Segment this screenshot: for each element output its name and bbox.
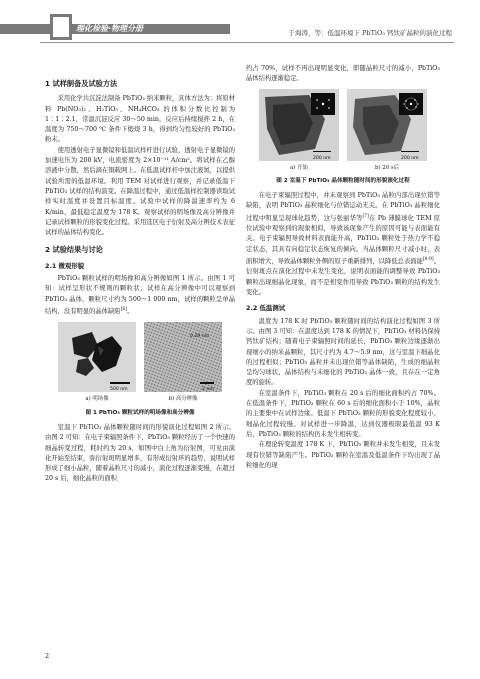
figure-1a-bright-field-image bbox=[58, 322, 136, 392]
section-2-1-title: 2.1 微观形貌 bbox=[45, 261, 85, 270]
right-paragraph-3: 在室温条件下，PbTiO₃ 颗粒在 20 s 后的细化面积约占 70%。在低温条件下，PbTiO₃ 颗粒在 60 s 后的细化面积小于 10%，晶粒的主要集中在试样边缘。低温下 PbTiO₃ 颗粒的形貌变化程度较小，细晶化过程较慢。对试样进一步降温，达到仪器极限最低温 93 K 后，PbTiO₃ 颗粒的结构仍未发生相转变。 bbox=[246, 389, 440, 438]
figure-1 bbox=[45, 322, 235, 418]
figure-2a-tem-image bbox=[259, 89, 339, 161]
scale-label: 200 nm bbox=[313, 155, 331, 161]
figure-1-caption: 图 1 PbTiO₃ 颗粒试样的明场像和高分辨像 bbox=[85, 409, 195, 416]
scale-bar bbox=[401, 151, 419, 153]
scale-label: 2 nm bbox=[202, 387, 214, 393]
lattice-spacing-label: 0.29 nm bbox=[190, 334, 210, 340]
right-paragraph-4: 在理论转变温度 178 K 下，PbTiO₃ 颗粒并未发生相变，且未发现有位错等缺陷产生。PbTiO₃ 颗粒在室温及低温条件下均出现了晶粒细化的现 bbox=[246, 441, 440, 469]
journal-logo-icon bbox=[50, 14, 72, 40]
figure-2a-label: a) 开始 bbox=[290, 164, 308, 171]
section-2-1-paragraph-2: 室温下 PbTiO₃ 晶体颗粒随时间的形貌演化过程如图 2 所示。由图 2 可知：在电子束辐照条件下，PbTiO₃ 颗粒经历了一个快速的细晶转变过程，耗时约为 20 s，如图中白上角为衍射图，可见由演化开始至结束，弥衍射斑明显增多，有形成衍射环的趋势，说明试样形成了细小晶粒，随着晶粒尺寸的减小，演化过程逐渐变慢，在超过 20 s 后，细化晶粒的面积 bbox=[45, 423, 235, 483]
scale-bar bbox=[110, 382, 130, 384]
figure-2b-tem-image bbox=[347, 89, 427, 161]
section-2-title: 2 试验结果与讨论 bbox=[45, 245, 103, 255]
section-1-paragraph-2: 使用透射电子显微镜和低温试样杆进行试验，透射电子显微镜的加速电压为 200 kV，电流密度为 2×10⁻¹¹ A/cm²。将试样在乙醇溶液中分散，然后滴在铜载网上。在低温试样杆中加注液氮，以提供试验所需的低温环境。利用 TEM 对试样进行观察，并记录低温下 PbTiO₃ 试样的结构演变。在降温过程中，通过低温样控制器读取试样实时温度并设置目标温度。试验中试样的降温速率约为 6 K/min，最低稳定温度为 178 K。观察试样的明场像及高分辨像并记录试样颗粒的形貌变化过程。采用选区电子衍射及高分辨技术表征试样的晶体结构变化。 bbox=[45, 146, 235, 237]
right-paragraph-top: 约占 70%，试样不再出现明显变化，即随晶粒尺寸的减小，PbTiO₃ 晶体结构逐渐稳定。 bbox=[246, 65, 440, 83]
figure-2-caption: 图 2 室温下 PbTiO₃ 晶体颗粒随时间的形貌演化过程 bbox=[276, 177, 410, 184]
left-column bbox=[45, 72, 235, 485]
page-header bbox=[0, 0, 480, 52]
scale-bar bbox=[313, 151, 331, 153]
page-number: 2 bbox=[45, 652, 50, 660]
header-rule bbox=[40, 42, 454, 43]
section-2-1-paragraph-1: PbTiO₃ 颗粒试样的明场像和高分辨像如图 1 所示。由图 1 可知：试样呈形状不规则的颗粒状；试样在高分辨像中可以观察到 PbTiO₃ 晶体，颗粒尺寸约为 500～1 000 nm，试样的颗粒呈单晶结构，没有明显的晶体缺陷[6]。 bbox=[45, 275, 235, 316]
section-1-title: 1 试样制备及试验方法 bbox=[45, 79, 118, 88]
right-paragraph-1: 在电子束辐照过程中，并未观察到 PbTiO₃ 晶粒内部出现位错等缺陷，表明 PbTiO₃ 晶粒细化与位错运动无关。在 PbTiO₃ 晶粒细化过程中明显呈现球化趋势，这与张丽华等[7]在 Pb 薄膜球化 TEM 原位试验中观察到的现象相似，导致该现象产生的原因可能与表面能有关。电子束辐照导致材料表面能升高，PbTiO₃ 颗粒处于热力学不稳定状态，其具有向稳定状态恢复的倾向。当晶体颗粒尺寸减小时，表面积增大，导致晶体颗粒外侧的原子重新排列，以降低总表面能[8-9]。衍射斑点在演化过程中未发生变化，说明表面能的调整导致 PbTiO₃ 颗粒出现细晶化现象，而不是相变作用导致 PbTiO₃ 颗粒的结构发生变化。 bbox=[246, 192, 441, 297]
figure-1b-hrtem-image bbox=[144, 322, 222, 392]
figure-1b-label: b) 高分辨像 bbox=[168, 396, 198, 403]
scale-label: 500 nm bbox=[110, 387, 128, 393]
figure-2b-label: b) 20 s后 bbox=[375, 164, 399, 171]
figure-1a-label: a) 明场像 bbox=[85, 396, 109, 403]
citation-ref[interactable]: [6] bbox=[120, 306, 127, 312]
right-paragraph-2: 温度为 178 K 时 PbTiO₃ 颗粒随时间的结构演化过程如图 3 所示。由图 3 可知：在温度达到 178 K 的情况下，PbTiO₃ 材料仍保持钙钛矿结构；随着电子束辐照时间的延长，PbTiO₃ 颗粒边缘逐渐出现细小的纳米晶颗粒，其尺寸约为 4.7～5.9 nm，这与室温下细晶化的过程相似；PbTiO₃ 晶粒并未出现位错等晶体缺陷，生成的细晶粒呈均匀球状，晶体结构与未细化的 PbTiO₃ 晶体一致，且存在一定角度的旋转。 bbox=[246, 317, 440, 387]
section-1-paragraph-1: 采用化学共沉淀法制备 PbTiO₃ 纳米颗粒，具体方法为：将原材料 Pb(NO₃)₂、H₂TiO₃、NH₄HCO₃ 的体积分数比控制为 1∶1∶2.1，常温沉淀反应 30～50 min，反应后持续搅拌 2 h，在温度为 750～700 ℃ 条件下煅烧 3 h，得到均匀性较好的 PbTiO₃ 粉末。 bbox=[45, 95, 235, 144]
figure-2 bbox=[246, 89, 440, 187]
scale-bar bbox=[200, 382, 214, 384]
running-title: 于海涛，等：低温环境下 PbTiO₃ 钙钛矿晶粒的演化过程 bbox=[288, 29, 452, 37]
right-column bbox=[246, 64, 440, 471]
section-2-2-title: 2.2 低温测试 bbox=[246, 304, 286, 313]
journal-logo-text: 理化检验·物理分册 bbox=[76, 24, 144, 33]
citation-ref[interactable]: [7] bbox=[362, 213, 369, 219]
citation-ref[interactable]: [8-9] bbox=[422, 257, 434, 263]
scale-label: 200 nm bbox=[401, 155, 419, 161]
